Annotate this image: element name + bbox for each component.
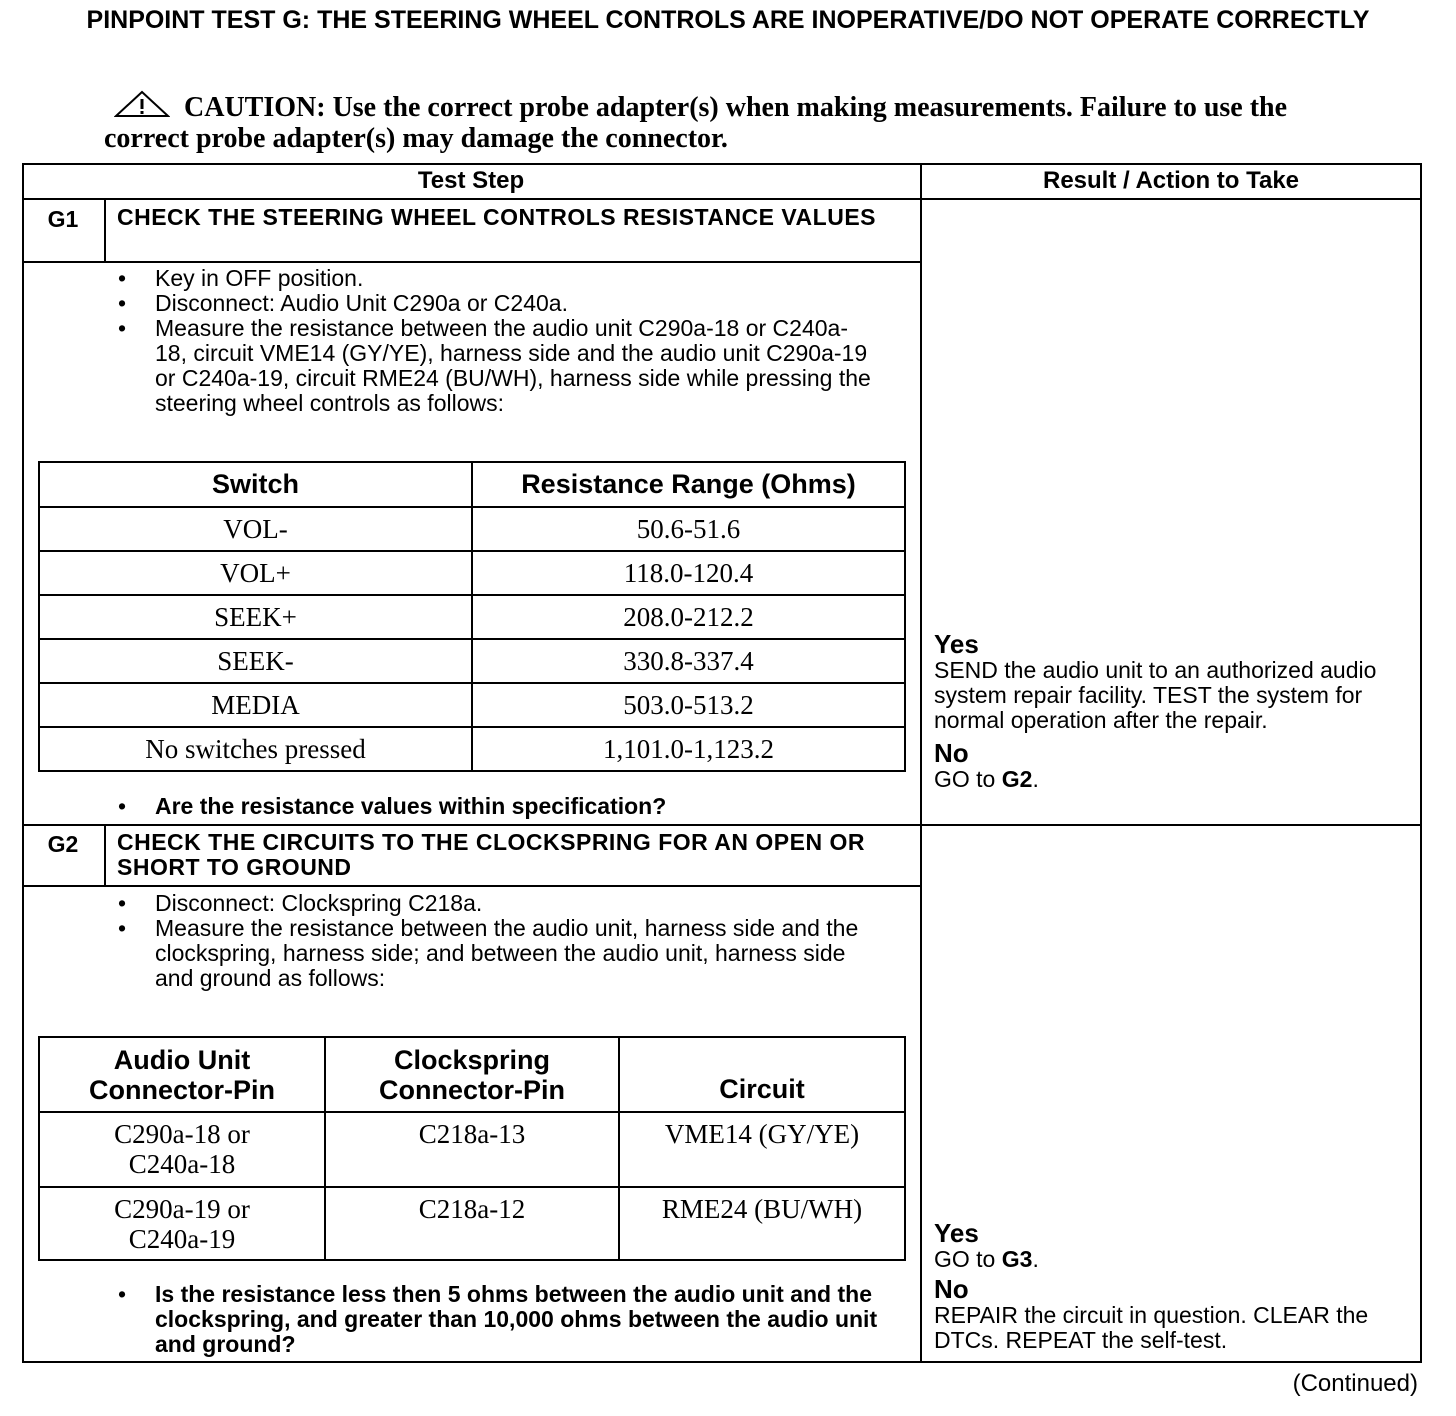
step-divider [22,824,1422,826]
switch-resistance-table [38,461,906,772]
list-item: • Measure the resistance between the audio unit C290a-18 or C240a-18, circuit VME14 (GY/YE), harness side and the audio unit C290a-19 or C240a-19, circuit RME24 (BU/WH), harness side while pressing the steering wheel controls as follows: [115,316,875,416]
column-header: Resistance Range (Ohms) [472,462,905,507]
step-id-g2: G2 [47,831,79,857]
list-item: • Disconnect: Clockspring C218a. [115,891,875,916]
yes-label: Yes [934,629,979,659]
column-header: Switch [39,462,472,507]
table-cell: C218a-13 [325,1112,619,1187]
g2-result [934,1219,1420,1353]
column-header: Clockspring Connector-Pin [325,1037,619,1112]
g1-question: • Are the resistance values within specification? [115,794,915,819]
yes-label: Yes [934,1218,979,1248]
g1-result [934,630,1418,792]
list-item: • Measure the resistance between the audio unit, harness side and the clockspring, harness side; and between the audio unit, harness side and ground as follows: [115,916,875,991]
table-row [39,727,905,771]
table-row [39,639,905,683]
table-cell: C218a-12 [325,1187,619,1260]
g1-instructions [115,266,875,416]
no-label: No [934,738,969,768]
table-cell: C290a-18 or C240a-18 [39,1112,325,1187]
table-row [39,595,905,639]
table-cell: 503.0-513.2 [472,683,905,727]
yes-action-suffix: . [1032,1246,1039,1272]
column-divider [920,163,922,1363]
table-cell: VME14 (GY/YE) [619,1112,905,1187]
list-item: • Disconnect: Audio Unit C290a or C240a. [115,291,875,316]
table-cell: 50.6-51.6 [472,507,905,551]
header-divider [22,198,1422,200]
g1-id-divider [104,198,106,261]
table-cell: VOL- [39,507,472,551]
page-title: PINPOINT TEST G: THE STEERING WHEEL CONTROLS ARE INOPERATIVE/DO NOT OPERATE CORRECTLY [86,6,1370,34]
caution-text: Use the correct probe adapter(s) when making measurements. Failure to use the correct probe adapter(s) may damage the connector. [104,92,1288,154]
table-row [39,551,905,595]
warning-triangle-icon [114,90,170,118]
no-action-prefix: GO to [934,766,1002,792]
column-header: Circuit [619,1037,905,1112]
g2-id-divider [104,824,106,886]
table-row [39,683,905,727]
g2-question: • Is the resistance less then 5 ohms between the audio unit and the clockspring, and greater than 10,000 ohms between the audio unit and ground? [115,1282,923,1357]
yes-action: SEND the audio unit to an authorized audio system repair facility. TEST the system for normal operation after the repair. [934,657,1377,733]
table-cell: SEEK+ [39,595,472,639]
table-cell: VOL+ [39,551,472,595]
caution-notice [104,90,1304,154]
table-cell: No switches pressed [39,727,472,771]
goto-g2-link[interactable]: G2 [1001,766,1033,792]
g2-instructions [115,891,875,991]
table-cell: MEDIA [39,683,472,727]
table-cell: 1,101.0-1,123.2 [472,727,905,771]
header-result: Result / Action to Take [1042,167,1300,194]
table-cell: C290a-19 or C240a-19 [39,1187,325,1260]
table-cell: 118.0-120.4 [472,551,905,595]
no-label: No [934,1274,969,1304]
goto-g3-link[interactable]: G3 [1001,1246,1033,1272]
step-title-g1: CHECK THE STEERING WHEEL CONTROLS RESISTANCE VALUES [117,204,876,230]
step-id-g1: G1 [47,206,79,232]
yes-action-prefix: GO to [934,1246,1002,1272]
list-item: • Key in OFF position. [115,266,875,291]
table-cell: RME24 (BU/WH) [619,1187,905,1260]
circuit-pin-table [38,1036,906,1261]
no-action-suffix: . [1032,766,1039,792]
table-cell: SEEK- [39,639,472,683]
table-cell: 330.8-337.4 [472,639,905,683]
g2-title-divider [22,885,921,887]
header-test-step: Test Step [417,167,525,194]
g1-title-divider [22,261,921,263]
caution-label: CAUTION: [184,92,326,123]
table-row [39,1187,905,1260]
column-header: Audio Unit Connector-Pin [39,1037,325,1112]
no-action: REPAIR the circuit in question. CLEAR the DTCs. REPEAT the self-test. [934,1302,1369,1353]
continued-note: (Continued) [1292,1370,1418,1397]
step-title-g2: CHECK THE CIRCUITS TO THE CLOCKSPRING FOR AN OPEN OR SHORT TO GROUND [117,829,865,880]
table-cell: 208.0-212.2 [472,595,905,639]
table-row [39,1112,905,1187]
table-row [39,507,905,551]
